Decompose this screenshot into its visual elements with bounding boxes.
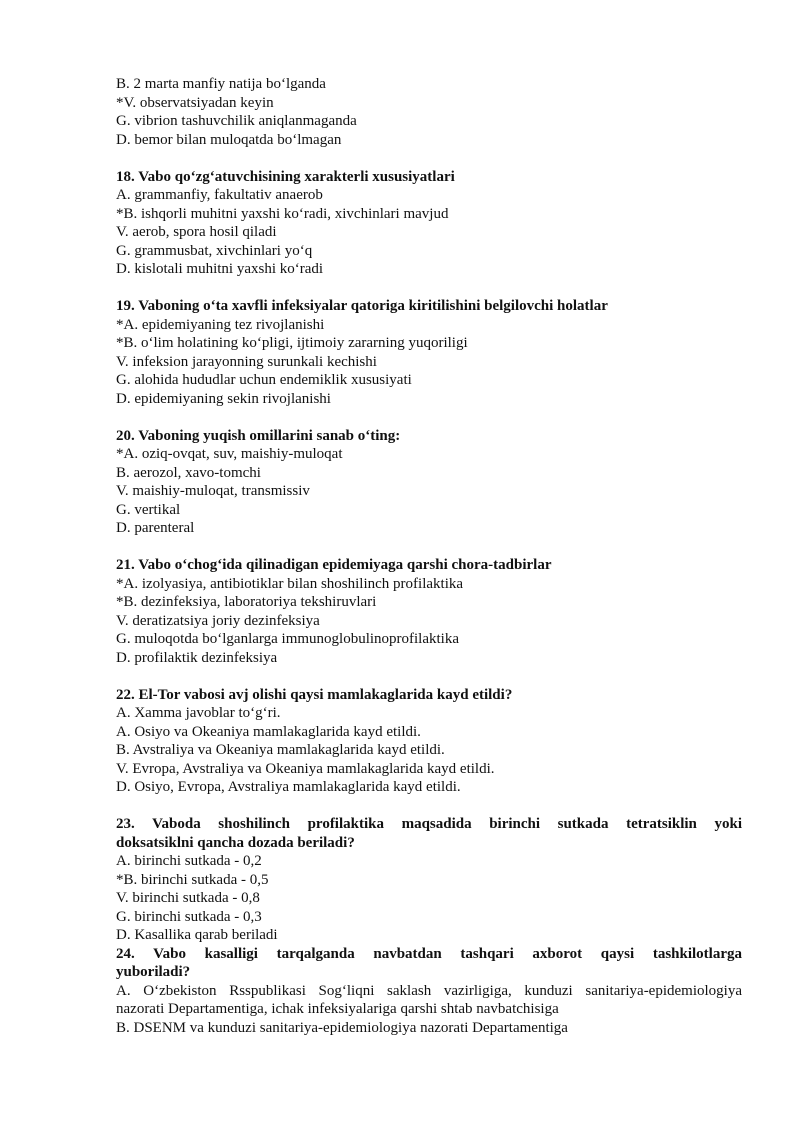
option-line: V. birinchi sutkada - 0,8 (116, 890, 260, 906)
spacer (116, 667, 742, 686)
spacer (116, 408, 742, 427)
option-line: *B. o‘lim holatining ko‘pligi, ijtimoiy zararning yuqoriligi (116, 335, 468, 351)
question-title-line: doksatsiklni qancha dozada beriladi? (116, 834, 355, 851)
spacer (116, 279, 742, 298)
option-line: D. profilaktik dezinfeksiya (116, 649, 278, 666)
spacer (116, 797, 742, 816)
option-line: A. birinchi sutkada - 0,2 (116, 853, 262, 869)
option-line: D. Kasallika qarab beriladi (116, 927, 278, 943)
option-line: D. Osiyo, Evropa, Avstraliya mamlakaglarida kayd etildi. (116, 779, 461, 795)
option-line: *A. izolyasiya, antibiotiklar bilan shoshilinch profilaktika (116, 575, 464, 592)
option-line: *B. dezinfeksiya, laboratoriya tekshiruvlari (116, 594, 377, 610)
question-title-line: 23. Vaboda shoshilinch profilaktika maqsadida birinchi sutkada tetratsiklin yoki (116, 816, 742, 832)
option-line: nazorati Departamentiga, ichak infeksiyalariga qarshi shtab navbatchisiga (116, 1001, 559, 1017)
question-title: 22. El-Tor vabosi avj olishi qaysi mamlakaglarida kayd etildi? (116, 686, 513, 703)
option-line: A. Osiyo va Okeaniya mamlakaglarida kayd etildi. (116, 723, 421, 740)
option-line: G. vertikal (116, 501, 181, 518)
option-line: B. aerozol, xavo-tomchi (116, 464, 261, 481)
question-title: 21. Vabo o‘chog‘ida qilinadigan epidemiyaga qarshi chora-tadbirlar (116, 557, 552, 573)
question-title-line: yuboriladi? (116, 964, 191, 980)
option-line: D. parenteral (116, 520, 195, 536)
question-title: 19. Vaboning o‘ta xavfli infeksiyalar qatoriga kiritilishini belgilovchi holatlar (116, 298, 608, 314)
option-line: G. alohida hududlar uchun endemiklik xususiyati (116, 372, 412, 388)
option-line: G. muloqotda bo‘lganlarga immunoglobulinoprofilaktika (116, 631, 460, 647)
option-line: B. Avstraliya va Okeaniya mamlakaglarida kayd etildi. (116, 742, 445, 758)
option-line: V. infeksion jarayonning surunkali kechishi (116, 353, 377, 370)
option-line: V. aerob, spora hosil qiladi (116, 224, 277, 240)
option-line: *A. oziq-ovqat, suv, maishiy-muloqat (116, 446, 343, 462)
option-line: V. Evropa, Avstraliya va Okeaniya mamlakaglarida kayd etildi. (116, 760, 495, 777)
option-line: G. vibrion tashuvchilik aniqlanmaganda (116, 113, 357, 129)
option-line: B. 2 marta manfiy natija bo‘lganda (116, 76, 326, 92)
question-title-line: 24. Vabo kasalligi tarqalganda navbatdan tashqari axborot qaysi tashkilotlarga (116, 945, 742, 962)
spacer (116, 149, 742, 168)
option-line: *V. observatsiyadan keyin (116, 94, 274, 111)
option-line: V. maishiy-muloqat, transmissiv (116, 483, 310, 499)
question-title: 20. Vaboning yuqish omillarini sanab o‘ting: (116, 427, 401, 444)
option-line: G. grammusbat, xivchinlari yo‘q (116, 242, 313, 259)
option-line: *A. epidemiyaning tez rivojlanishi (116, 316, 325, 333)
option-line: V. deratizatsiya joriy dezinfeksiya (116, 612, 320, 629)
option-line: D. bemor bilan muloqatda bo‘lmagan (116, 131, 342, 148)
option-line: *B. ishqorli muhitni yaxshi ko‘radi, xivchinlari mavjud (116, 205, 449, 222)
option-line: *B. birinchi sutkada - 0,5 (116, 871, 269, 888)
option-line: D. kislotali muhitni yaxshi ko‘radi (116, 261, 324, 277)
option-line: G. birinchi sutkada - 0,3 (116, 908, 262, 925)
document-page (116, 75, 742, 1037)
option-line: D. epidemiyaning sekin rivojlanishi (116, 390, 331, 407)
question-title: 18. Vabo qo‘zg‘atuvchisining xarakterli xususiyatlari (116, 168, 455, 185)
option-line: A. Xamma javoblar to‘g‘ri. (116, 705, 281, 721)
option-line: B. DSENM va kunduzi sanitariya-epidemiologiya nazorati Departamentiga (116, 1019, 568, 1036)
option-line: A. grammanfiy, fakultativ anaerob (116, 187, 323, 203)
spacer (116, 538, 742, 557)
option-line: A. O‘zbekiston Rsspublikasi Sog‘liqni saklash vazirligiga, kunduzi sanitariya-epidemiologiya (116, 982, 742, 999)
